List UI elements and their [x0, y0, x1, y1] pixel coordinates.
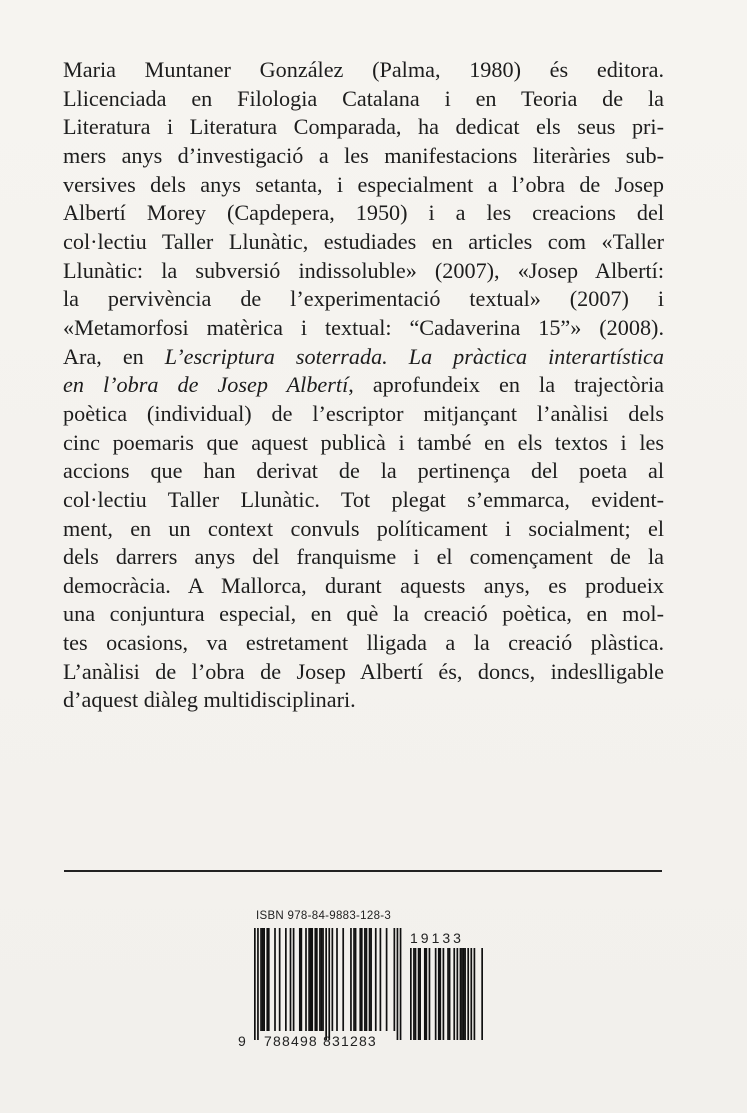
blurb-text: versives dels anys setanta, i especialment a l’obra de Josep — [63, 171, 664, 197]
barcode-bar — [260, 928, 262, 1031]
blurb-text: accions que han derivat de la pertinença del poeta al — [63, 458, 664, 484]
barcode-bar — [350, 928, 352, 1031]
barcode-addon-bar — [481, 948, 483, 1040]
barcode-bar — [361, 928, 363, 1031]
barcode-bar — [364, 928, 366, 1031]
blurb-line — [63, 429, 664, 458]
barcode-addon-bar — [435, 948, 437, 1040]
blurb-line — [63, 228, 664, 257]
barcode-addon-bar — [439, 948, 441, 1040]
blurb-line — [63, 371, 664, 400]
barcode-addon-bar — [419, 948, 421, 1040]
blurb-line — [63, 515, 664, 544]
blurb-line — [63, 457, 664, 486]
blurb-text: la pervivència de l’experimentació textual» (2007) i — [63, 286, 664, 312]
barcode-bar — [325, 928, 327, 1040]
isbn-label: ISBN 978-84-9883-128-3 — [256, 910, 392, 922]
blurb-line — [63, 257, 664, 286]
blurb-text: Maria Muntaner González (Palma, 1980) és editora. — [63, 57, 664, 82]
barcode-bar — [254, 928, 256, 1040]
barcode-bar — [285, 928, 287, 1031]
barcode-bar — [355, 928, 357, 1031]
barcode-bar — [332, 928, 334, 1031]
blurb-line — [63, 343, 664, 372]
blurb-line — [63, 686, 664, 715]
barcode-bar — [274, 928, 276, 1031]
blurb-line — [63, 113, 664, 142]
barcode-addon-bar — [474, 948, 476, 1040]
barcode-bar — [394, 928, 396, 1031]
blurb-text: col·lectiu Taller Llunàtic, estudiades en articles com «Taller — [63, 228, 664, 254]
blurb-text: Albertí Morey (Capdepera, 1950) i a les creacions del — [63, 200, 664, 226]
blurb-line — [63, 486, 664, 515]
barcode-bar — [310, 928, 312, 1031]
barcode-bar — [342, 928, 344, 1031]
blurb-line — [63, 85, 664, 114]
blurb-text: democràcia. A Mallorca, durant aquests anys, es produeix — [63, 572, 664, 598]
blurb-line — [63, 600, 664, 629]
blurb-line — [63, 543, 664, 572]
barcode-bar — [328, 928, 330, 1040]
barcode-addon-bar — [426, 948, 428, 1040]
barcode-bar — [314, 928, 316, 1031]
blurb-italic-title: L’escriptura soterrada. La pràctica interartística — [164, 343, 664, 369]
barcode-bar — [266, 928, 268, 1031]
barcode-bar — [319, 928, 321, 1031]
barcode-addon-bar — [449, 948, 451, 1040]
blurb-text: Llunàtic: la subversió indissoluble» (2007), «Josep Albertí: — [63, 257, 664, 283]
blurb-italic-title: en l’obra de Josep Albertí — [63, 372, 349, 398]
isbn-barcode — [238, 903, 538, 1103]
barcode-bar — [375, 928, 377, 1031]
blurb-text: «Metamorfosi matèrica i textual: “Cadaverina 15”» (2008). — [63, 314, 664, 340]
barcode-bar — [369, 928, 371, 1031]
blurb-text: poètica (individual) de l’escriptor mitjançant l’anàlisi dels — [63, 400, 664, 426]
blurb-line — [63, 658, 664, 687]
barcode-bar — [263, 928, 265, 1031]
barcode-addon-bar — [429, 948, 431, 1040]
blurb-line — [63, 629, 664, 658]
barcode-bar — [386, 928, 388, 1031]
horizontal-divider — [64, 870, 662, 872]
barcode-addon-bar — [410, 948, 412, 1040]
barcode-bar — [336, 928, 338, 1031]
barcode-addon-bar — [447, 948, 449, 1040]
blurb-text: cinc poemaris que aquest publicà i també en els textos i les — [63, 429, 664, 455]
barcode-bar — [279, 928, 281, 1031]
barcode-bar — [257, 928, 259, 1040]
blurb-text: tes ocasions, va estretament lligada a la creació plàstica. — [63, 630, 664, 656]
barcode-bar — [353, 928, 355, 1031]
blurb-line — [63, 572, 664, 601]
barcode-addon-bar — [467, 948, 469, 1040]
blurb-text: ment, en un context convuls políticament i socialment; el — [63, 515, 664, 541]
barcode-addon-bar — [464, 948, 466, 1040]
barcode-addon-bar — [453, 948, 455, 1040]
barcode-bar — [293, 928, 295, 1031]
blurb-line — [63, 314, 664, 343]
blurb-text: , aprofundeix en la trajectòria — [348, 372, 664, 398]
barcode-bar — [370, 928, 372, 1031]
barcode-bar — [366, 928, 368, 1031]
barcode-addon-bar — [415, 948, 417, 1040]
blurb-text: L’anàlisi de l’obra de Josep Albertí és, doncs, indeslligable — [63, 658, 664, 684]
barcode-bar — [305, 928, 307, 1031]
blurb-text: una conjuntura especial, en què la creació poètica, en mol- — [63, 601, 664, 627]
barcode-addon-bar — [470, 948, 472, 1040]
barcode-addon-bar — [424, 948, 426, 1040]
barcode-bar — [262, 928, 264, 1031]
blurb-line — [63, 142, 664, 171]
barcode-bar — [311, 928, 313, 1031]
barcode-bar — [301, 928, 303, 1031]
barcode-addon-bar — [413, 948, 415, 1040]
barcode-addon-bar — [460, 948, 462, 1040]
blurb-line — [63, 171, 664, 200]
barcode-bar — [400, 928, 402, 1040]
barcode-bar — [321, 928, 323, 1031]
blurb-line — [63, 56, 664, 85]
barcode-addon-bar — [461, 948, 463, 1040]
barcode-lead-digit: 9 — [238, 1033, 246, 1049]
barcode-addon-bar — [418, 948, 420, 1040]
blurb-text: d’aquest diàleg multidisciplinari. — [63, 687, 356, 713]
barcode-bar — [380, 928, 382, 1031]
barcode-addon-bar — [443, 948, 445, 1040]
barcode-bar — [359, 928, 361, 1031]
blurb-line — [63, 400, 664, 429]
blurb-text: mers anys d’investigació a les manifestacions literàries sub- — [63, 142, 664, 168]
barcode-addon-bar — [457, 948, 459, 1040]
barcode-bar — [290, 928, 292, 1031]
blurb-text: Llicenciada en Filologia Catalana i en Teoria de la — [63, 85, 664, 111]
barcode-bar — [268, 928, 270, 1031]
blurb-text: col·lectiu Taller Llunàtic. Tot plegat s’emmarca, evident- — [63, 486, 664, 512]
barcode-main-digits: 788498 831283 — [264, 1033, 377, 1049]
barcode-addon-bar — [438, 948, 440, 1040]
barcode-bar — [299, 928, 301, 1031]
blurb-text: Ara, en — [63, 343, 165, 369]
barcode-bar — [308, 928, 310, 1031]
barcode-bar — [316, 928, 318, 1031]
blurb-text: dels darrers anys del franquisme i el començament de la — [63, 544, 664, 570]
blurb-line — [63, 285, 664, 314]
blurb-text: Literatura i Literatura Comparada, ha dedicat els seus pri- — [63, 114, 664, 140]
author-blurb — [63, 56, 664, 715]
barcode-addon-bar — [463, 948, 465, 1040]
blurb-line — [63, 199, 664, 228]
barcode-bar — [322, 928, 324, 1031]
barcode-bar — [397, 928, 399, 1040]
barcode-addon-digits: 19133 — [410, 930, 464, 946]
